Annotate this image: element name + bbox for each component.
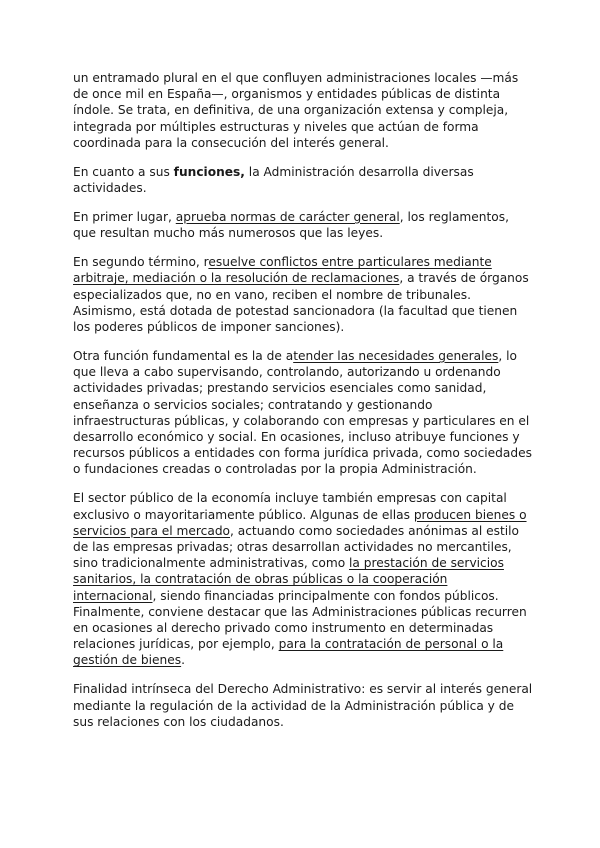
text-span: , siendo financiadas principalmente con fondos públicos. Finalmente, conviene destacar que las Administraciones públicas recurren en ocasiones al derecho privado como instrumento en determinadas relaciones jurídicas, por ejemplo,	[73, 588, 527, 652]
text-span: , a través de órganos especializados que, no en vano, reciben el nombre de tribunales. Asimismo, está dotada de potestad sancionadora (la facultad que tienen los poderes públicos de imponer sanciones).	[73, 271, 529, 335]
text-span: la Administración desarrolla diversas actividades.	[73, 164, 474, 196]
text-span: En primer lugar,	[73, 210, 176, 225]
text-span: Otra función fundamental es la de a	[73, 349, 294, 364]
paragraph-necesidades-generales	[73, 348, 533, 478]
underlined-phrase: producen bienes o servicios para el mercado	[73, 507, 527, 538]
underlined-phrase: esuelve conflictos entre particulares mediante arbitraje, mediación o la resolución de reclamaciones	[73, 255, 492, 286]
bold-term-funciones: funciones,	[173, 164, 245, 179]
text-span: En cuanto a sus	[73, 164, 174, 179]
underlined-phrase: tender las necesidades generales	[293, 349, 499, 364]
text-span: El sector público de la economía incluye también empresas con capital exclusivo o mayoritariamente público. Algunas de ellas	[73, 491, 507, 522]
underlined-phrase: la prestación de servicios sanitarios, la contratación de obras públicas o la cooperación internacional	[73, 556, 504, 603]
underlined-phrase: aprueba normas de carácter general	[175, 210, 400, 225]
paragraph-finalidad: Finalidad intrínseca del Derecho Administrativo: es servir al interés general mediante la regulación de la actividad de la Administración pública y de sus relaciones con los ciudadanos.	[73, 682, 533, 729]
text-span: En segundo término, r	[73, 255, 209, 270]
text-span: , los reglamentos, que resultan mucho más numerosos que las leyes.	[73, 210, 509, 241]
paragraph-conflictos	[73, 254, 533, 335]
text-span: .	[181, 653, 185, 668]
paragraph-normas	[73, 209, 533, 241]
text-span: , actuando como sociedades anónimas al estilo de las empresas privadas; otras desarrollan actividades no mercantiles, sino tradicionalmente administrativas, como	[73, 523, 520, 571]
paragraph-funciones-intro	[73, 164, 533, 196]
paragraph-sector-publico	[73, 490, 533, 668]
underlined-phrase: para la contratación de personal o la gestión de bienes	[73, 637, 504, 668]
text-span: , lo que lleva a cabo supervisando, controlando, autorizando u ordenando actividades privadas; prestando servicios esenciales como sanidad, enseñanza o servicios sociales; contratando y gestionando infraestructuras públicas, y colaborando con empresas y particulares en el desarrollo económico y social. En ocasiones, incluso atribuye funciones y recursos públicos a entidades con forma jurídica privada, como sociedades o fundaciones creadas o controladas por la propia Administración.	[73, 349, 532, 477]
paragraph-administracion-estructura: un entramado plural en el que confluyen administraciones locales —más de once mil en España—, organismos y entidades públicas de distinta índole. Se trata, en definitiva, de una organización extensa y compleja, integrada por múltiples estructuras y niveles que actúan de forma coordinada para la consecución del interés general.	[73, 71, 519, 150]
document-page	[73, 70, 533, 743]
